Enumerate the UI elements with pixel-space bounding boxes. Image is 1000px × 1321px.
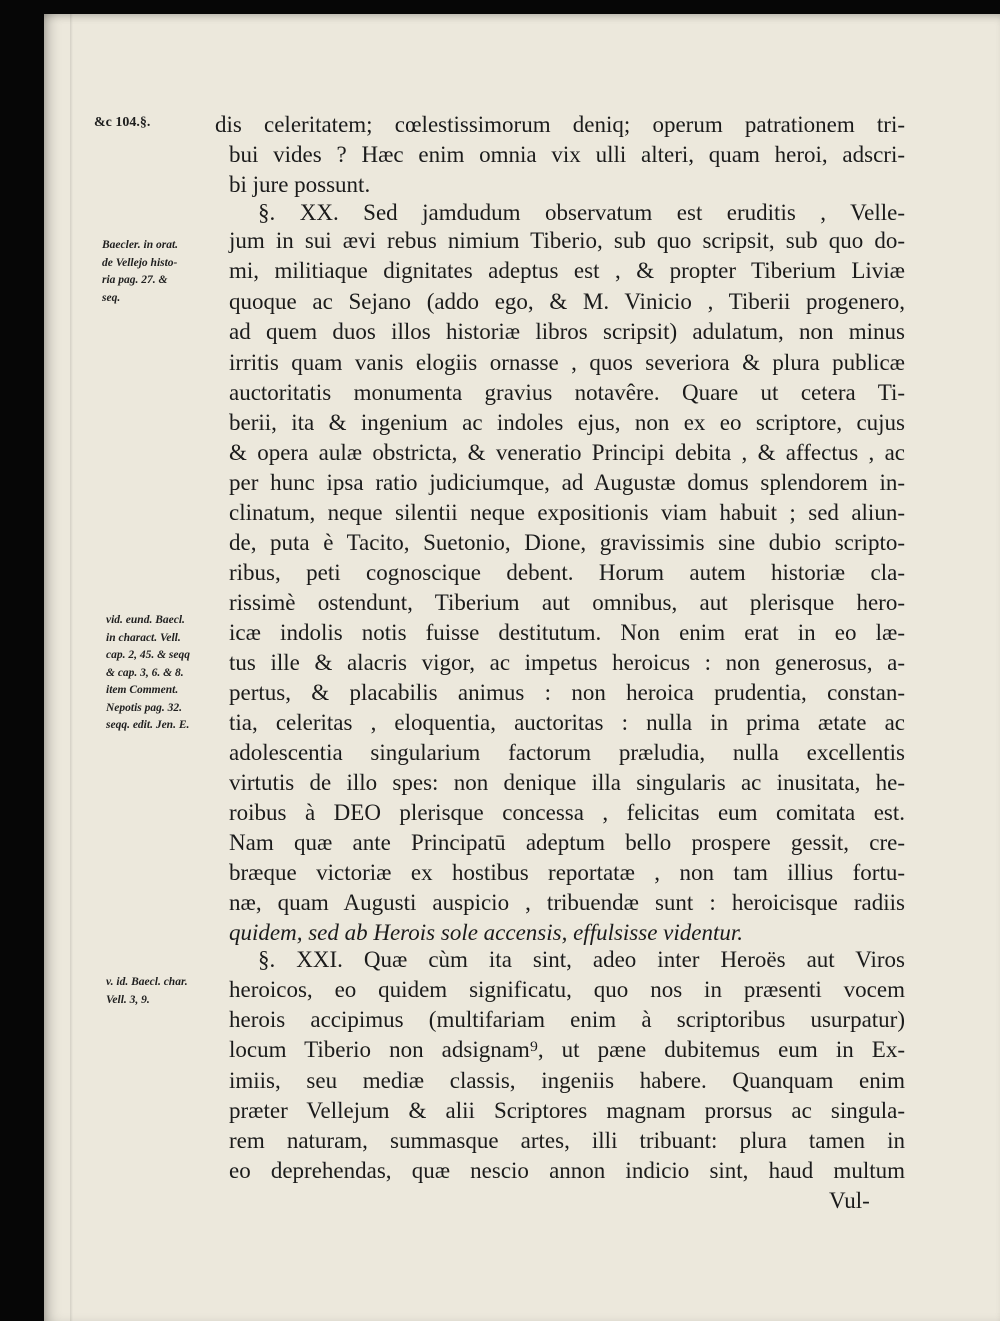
text-line: dis celeritatem; cœlestissimorum deniq; operum patrationem tri- bbox=[215, 112, 905, 137]
text-line: jum in sui ævi rebus nimium Tiberio, sub quo scripsit, sub quo do- bbox=[229, 228, 905, 253]
marginal-note-line: seqq. edit. Jen. E. bbox=[106, 719, 190, 731]
marginal-note-line: in charact. Vell. bbox=[106, 631, 181, 644]
text-line: tia, celeritas , eloquentia, auctoritas : nulla in prima ætate ac bbox=[229, 710, 905, 735]
text-line: irritis quam vanis elogiis ornasse , quos severiora & plura publicæ bbox=[229, 350, 905, 375]
text-line: rem naturam, summasque artes, illi tribuant: plura tamen in bbox=[229, 1128, 905, 1153]
text-line: locum Tiberio non adsignam⁹, ut pæne dubitemus eum in Ex- bbox=[229, 1037, 905, 1062]
catchword: Vul- bbox=[829, 1188, 870, 1213]
marginal-ref-top-text: &c 104.§. bbox=[94, 115, 151, 130]
text-line: roibus à DEO plerisque concessa , felicitas eum comitata est. bbox=[229, 800, 905, 825]
text-line: imiis, seu mediæ classis, ingeniis habere. Quanquam enim bbox=[229, 1068, 905, 1093]
marginal-note-line: de Vellejo histo- bbox=[102, 256, 178, 269]
text-line: eo deprehendas, quæ nescio annon indicio sint, haud multum bbox=[229, 1158, 905, 1183]
text-line: tus ille & alacris vigor, ac impetus heroicus : non generosus, a- bbox=[229, 650, 905, 675]
text-line: clinatum, neque silentii neque expositionis viam habuit ; sed aliun- bbox=[229, 500, 905, 525]
marginal-note-line: Baecler. in orat. bbox=[102, 239, 179, 251]
text-line: adolescentia singularium factorum præludia, nulla excellentis bbox=[229, 740, 905, 765]
text-line: heroicos, eo quidem significatu, quo nos in præsenti vocem bbox=[229, 977, 905, 1002]
text-line: herois accipimus (multifariam enim à scriptoribus usurpatur) bbox=[229, 1007, 905, 1032]
section-heading-line: §. XXI. Quæ cùm ita sint, adeo inter Heroës aut Viros bbox=[258, 947, 905, 972]
marginal-note-1 bbox=[102, 237, 238, 307]
text-line: rissimè ostendunt, Tiberium aut omnibus, aut plerisque hero- bbox=[229, 590, 905, 615]
marginal-note-3 bbox=[106, 974, 242, 1009]
marginal-ref-top bbox=[94, 114, 230, 132]
text-line: icæ indolis notis fuisse destitutum. Non enim erat in eo læ- bbox=[229, 620, 905, 645]
marginal-note-line: vid. eund. Baecl. bbox=[106, 614, 185, 626]
text-line: berii, ita & ingenium ac indoles ejus, non ex eo scriptore, cujus bbox=[229, 410, 905, 435]
book-page bbox=[44, 14, 1000, 1321]
section-heading-line: §. XX. Sed jamdudum observatum est eruditis , Velle- bbox=[258, 200, 905, 225]
marginal-note-line: v. id. Baecl. char. bbox=[106, 976, 188, 988]
text-line: quoque ac Sejano (addo ego, & M. Vinicio , Tiberii progenero, bbox=[229, 289, 905, 314]
text-line: virtutis de illo spes: non denique illa singularis ac inusitata, he- bbox=[229, 770, 905, 795]
text-line: bui vides ? Hæc enim omnia vix ulli alteri, quam heroi, adscri- bbox=[229, 142, 905, 167]
marginal-note-line: item Comment. bbox=[106, 684, 179, 696]
marginal-note-line: ria pag. 27. & bbox=[102, 274, 168, 286]
text-line: auctoritatis monumenta gravius notavêre. Quare ut cetera Ti- bbox=[229, 380, 905, 405]
text-line: de, puta è Tacito, Suetonio, Dione, gravissimis sine dubio scripto- bbox=[229, 530, 905, 555]
text-line: næ, quam Augusti auspicio , tribuendæ sunt : heroicisque radiis bbox=[229, 890, 905, 915]
marginal-note-line: seq. bbox=[102, 291, 121, 304]
marginal-note-line: & cap. 3, 6. & 8. bbox=[106, 666, 184, 679]
text-line: ad quem duos illos historiæ libros scripsit) adulatum, non minus bbox=[229, 319, 905, 344]
marginal-note-line: cap. 2, 45. & seqq bbox=[106, 649, 191, 661]
page-fold-shadow bbox=[70, 14, 73, 1321]
text-line: quidem, sed ab Herois sole accensis, effulsisse videntur. bbox=[229, 920, 744, 945]
text-line: ribus, peti cognoscique debent. Horum autem historiæ cla- bbox=[229, 560, 905, 585]
marginal-note-line: Vell. 3, 9. bbox=[106, 993, 150, 1006]
text-line: præter Vellejum & alii Scriptores magnam prorsus ac singula- bbox=[229, 1098, 905, 1123]
text-line: & opera aulæ obstricta, & veneratio Principi debita , & affectus , ac bbox=[229, 440, 905, 465]
text-line: mi, militiaque dignitates adeptus est , & propter Tiberium Liviæ bbox=[229, 258, 905, 283]
marginal-note-line: Nepotis pag. 32. bbox=[106, 701, 183, 714]
text-line: per hunc ipsa ratio judiciumque, ad Augustæ domus splendorem in- bbox=[229, 470, 905, 495]
text-line: Nam quæ ante Principatū adeptum bello prospere gessit, cre- bbox=[229, 830, 905, 855]
marginal-note-2 bbox=[106, 612, 242, 735]
text-line: bræque victoriæ ex hostibus reportatæ , non tam illius fortu- bbox=[229, 860, 905, 885]
text-line: pertus, & placabilis animus : non heroica prudentia, constan- bbox=[229, 680, 905, 705]
text-line: bi jure possunt. bbox=[229, 172, 371, 197]
